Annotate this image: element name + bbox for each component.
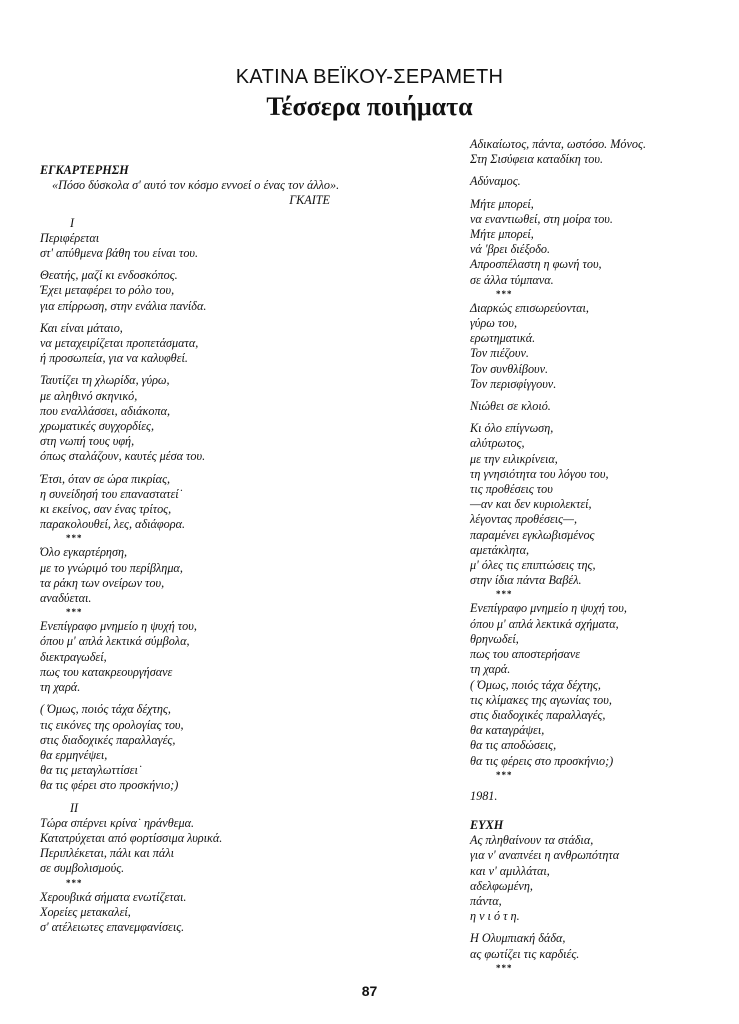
verse-line: Αδύναμος. xyxy=(470,174,521,189)
verse-line: λέγοντας προθέσεις—, xyxy=(470,512,578,527)
verse-line: πάντα, xyxy=(470,893,502,908)
section-numeral: Ι xyxy=(70,215,75,230)
verse-line: Η Ολυμπιακή δάδα, xyxy=(470,931,566,946)
stanza xyxy=(470,399,720,414)
verse-line: θα τις μεταγλωττίσει˙ xyxy=(40,763,142,778)
verse-line: παραμένει εγκλωβισμένος xyxy=(470,527,595,542)
verse-line: χρωματικές συγχορδίες, xyxy=(40,419,155,434)
verse-line: θα τις αποδώσεις, xyxy=(470,738,557,753)
stanza xyxy=(40,702,370,793)
section-numeral: ΙΙ xyxy=(70,800,79,815)
verse-line: Τώρα σπέρνει κρίνα˙ ηράνθεμα. xyxy=(40,815,195,830)
verse-line: θα ερμηνέψει, xyxy=(40,747,108,762)
verse-line: με την ειλικρίνεια, xyxy=(470,451,558,466)
verse-line: όπως σταλάζουν, καυτές μέσα του. xyxy=(40,449,206,464)
verse-line: τις εικόνες της ορολογίας του, xyxy=(40,717,184,732)
verse-line: σε άλλα τύμπανα. xyxy=(470,272,554,287)
verse-line: Μήτε μπορεί, xyxy=(470,196,534,211)
verse-line: —αν και δεν κυριολεκτεί, xyxy=(470,497,592,512)
verse-line: Περιφέρεται xyxy=(40,230,100,245)
stanza xyxy=(40,373,370,464)
verse-line: στ' απύθμενα βάθη του είναι του. xyxy=(40,246,199,261)
stanza xyxy=(470,833,720,924)
verse-line: παρακολουθεί, λες, αδιάφορα. xyxy=(40,517,186,532)
verse-line: διεκτραγωδεί, xyxy=(40,649,107,664)
verse-line: κι εκείνος, σαν ένας τρίτος, xyxy=(40,502,172,517)
stanza xyxy=(470,421,720,588)
verse-line: Ενεπίγραφο μνημείο η ψυχή του, xyxy=(470,601,627,616)
verse-line: Χορείες μετακαλεί, xyxy=(40,904,131,919)
verse-line: Μήτε μπορεί, xyxy=(470,227,534,242)
verse-line: Έτσι, όταν σε ώρα πικρίας, xyxy=(40,471,171,486)
epigraph-author: ΓΚΑΙΤΕ xyxy=(289,193,330,208)
verse-line: θρηνωδεί, xyxy=(470,631,519,646)
stanza xyxy=(470,931,720,961)
verse-line: Θεατής, μαζί κι ενδοσκόπος. xyxy=(40,268,178,283)
verse-line: να εναντιωθεί, στη μοίρα του. xyxy=(470,211,613,226)
verse-line: Χερουβικά σήματα ενωτίζεται. xyxy=(40,889,187,904)
verse-line: στις διαδοχικές παραλλαγές, xyxy=(40,732,176,747)
verse-line: τη χαρά. xyxy=(40,680,81,695)
verse-line: να μεταχειρίζεται προπετάσματα, xyxy=(40,336,199,351)
author-name: ΚΑΤΙΝΑ ΒΕΪΚΟΥ-ΣΕΡΑΜΕΤΗ xyxy=(235,66,504,88)
verse-line: για ν' αναπνέει η ανθρωπότητα xyxy=(470,848,620,863)
verse-line: ή προσωπεία, για να καλυφθεί. xyxy=(40,351,188,366)
epigraph: «Πόσο δύσκολα σ' αυτό τον κόσμο εννοεί ο ένας τον άλλο». xyxy=(52,178,340,193)
stanza xyxy=(40,619,370,695)
page-number: 87 xyxy=(361,983,378,999)
stanza xyxy=(40,890,370,936)
verse-line: Και είναι μάταιο, xyxy=(40,320,123,335)
poem-heading: ΕΥΧΗ xyxy=(470,817,504,832)
verse-line: Ταυτίζει τη χλωρίδα, γύρω, xyxy=(40,373,170,388)
verse-line: Νιώθει σε κλοιό. xyxy=(470,399,551,414)
verse-line: ( Όμως, ποιός τάχα δέχτης, xyxy=(470,677,601,692)
verse-line: μ' όλες τις επιπτώσεις της, xyxy=(470,558,596,573)
verse-line: νά 'βρει διέξοδο. xyxy=(470,242,551,257)
stanza xyxy=(470,174,720,189)
stanza xyxy=(40,231,370,261)
verse-line: στις διαδοχικές παραλλαγές, xyxy=(470,707,606,722)
poem-date: 1981. xyxy=(470,788,498,803)
verse-line: η ν ι ό τ η. xyxy=(470,909,520,924)
verse-line: γύρω του, xyxy=(470,316,517,331)
verse-line: Όλο εγκαρτέρηση, xyxy=(40,545,128,560)
stanza xyxy=(40,545,370,606)
verse-line: Περιπλέκεται, πάλι και πάλι xyxy=(40,846,174,861)
stanza xyxy=(40,816,370,877)
right-column xyxy=(470,137,720,975)
verse-line: αλύτρωτος, xyxy=(470,436,525,451)
left-column xyxy=(40,163,370,935)
verse-line: Ενεπίγραφο μνημείο η ψυχή του, xyxy=(40,619,197,634)
verse-line: τα ράκη των ονείρων του, xyxy=(40,575,165,590)
verse-line: Αδικαίωτος, πάντα, ωστόσο. Μόνος. xyxy=(470,137,647,151)
verse-line: τη χαρά. xyxy=(470,662,511,677)
verse-line: όπου μ' απλά λεκτικά σύμβολα, xyxy=(40,634,190,649)
verse-line: στην ίδια πάντα Βαβέλ. xyxy=(470,573,582,588)
verse-line: πως του αποστερήσανε xyxy=(470,647,581,662)
verse-line: Απροσπέλαστη η φωνή του, xyxy=(470,257,602,272)
verse-line: πως του κατακρεουργήσανε xyxy=(40,664,173,679)
poem-heading: ΕΓΚΑΡΤΕΡΗΣΗ xyxy=(40,163,129,177)
asterism-divider: *** xyxy=(66,533,83,544)
asterism-divider: *** xyxy=(496,589,513,600)
verse-line: αμετάκλητα, xyxy=(470,542,530,557)
verse-line: Τον περισφίγγουν. xyxy=(470,376,557,391)
verse-line: με το γνώριμό του περίβλημα, xyxy=(40,560,183,575)
verse-line: για επίρρωση, στην ενάλια πανίδα. xyxy=(40,298,207,313)
verse-line: σε συμβολισμούς. xyxy=(40,861,125,876)
asterism-divider: *** xyxy=(496,769,513,780)
verse-line: Ας πληθαίνουν τα στάδια, xyxy=(470,833,594,848)
verse-line: με αληθινό σκηνικό, xyxy=(40,388,138,403)
verse-line: θα τις φέρει στο προσκήνιο;) xyxy=(40,778,179,793)
asterism-divider: *** xyxy=(66,877,83,888)
stanza xyxy=(470,601,720,768)
stanza xyxy=(40,321,370,367)
verse-line: Τον συνθλίβουν. xyxy=(470,361,549,376)
stanza xyxy=(40,268,370,314)
verse-line: τη γνησιότητα του λόγου του, xyxy=(470,466,609,481)
stanza xyxy=(470,197,720,288)
verse-line: ( Όμως, ποιός τάχα δέχτης, xyxy=(40,702,171,717)
verse-line: αδελφωμένη, xyxy=(470,878,533,893)
verse-line: όπου μ' απλά λεκτικά σχήματα, xyxy=(470,616,619,631)
asterism-divider: *** xyxy=(496,962,513,973)
verse-line: σ' ατέλειωτες επανεμφανίσεις. xyxy=(40,919,185,934)
stanza xyxy=(470,137,720,167)
verse-line: τις προθέσεις του xyxy=(470,482,553,497)
verse-line: τις κλίμακες της αγωνίας του, xyxy=(470,692,612,707)
stanza xyxy=(470,301,720,392)
verse-line: Διαρκώς επισωρεύονται, xyxy=(470,300,589,315)
verse-line: Κι όλο επίγνωση, xyxy=(470,421,554,436)
verse-line: θα καταγράψει, xyxy=(470,723,545,738)
verse-line: Έχει μεταφέρει το ρόλο του, xyxy=(40,283,175,298)
verse-line: η συνείδησή του επαναστατεί˙ xyxy=(40,486,183,501)
asterism-divider: *** xyxy=(496,288,513,299)
verse-line: και ν' αμιλλάται, xyxy=(470,863,550,878)
verse-line: Τον πιέζουν. xyxy=(470,346,529,361)
verse-line: αναδύεται. xyxy=(40,591,92,606)
verse-line: θα τις φέρεις στο προσκήνιο;) xyxy=(470,753,614,768)
verse-line: Στη Σισύφεια καταδίκη του. xyxy=(470,152,603,167)
stanza xyxy=(40,472,370,533)
verse-line: ας φωτίζει τις καρδιές. xyxy=(470,946,580,961)
verse-line: που εναλλάσσει, αδιάκοπα, xyxy=(40,403,171,418)
verse-line: στη νωπή τους υφή, xyxy=(40,434,135,449)
page-title: Τέσσερα ποιήματα xyxy=(266,92,473,121)
verse-line: Κατατρύχεται από φορτίσσιμα λυρικά. xyxy=(40,830,223,845)
verse-line: ερωτηματικά. xyxy=(470,331,536,346)
asterism-divider: *** xyxy=(66,607,83,618)
